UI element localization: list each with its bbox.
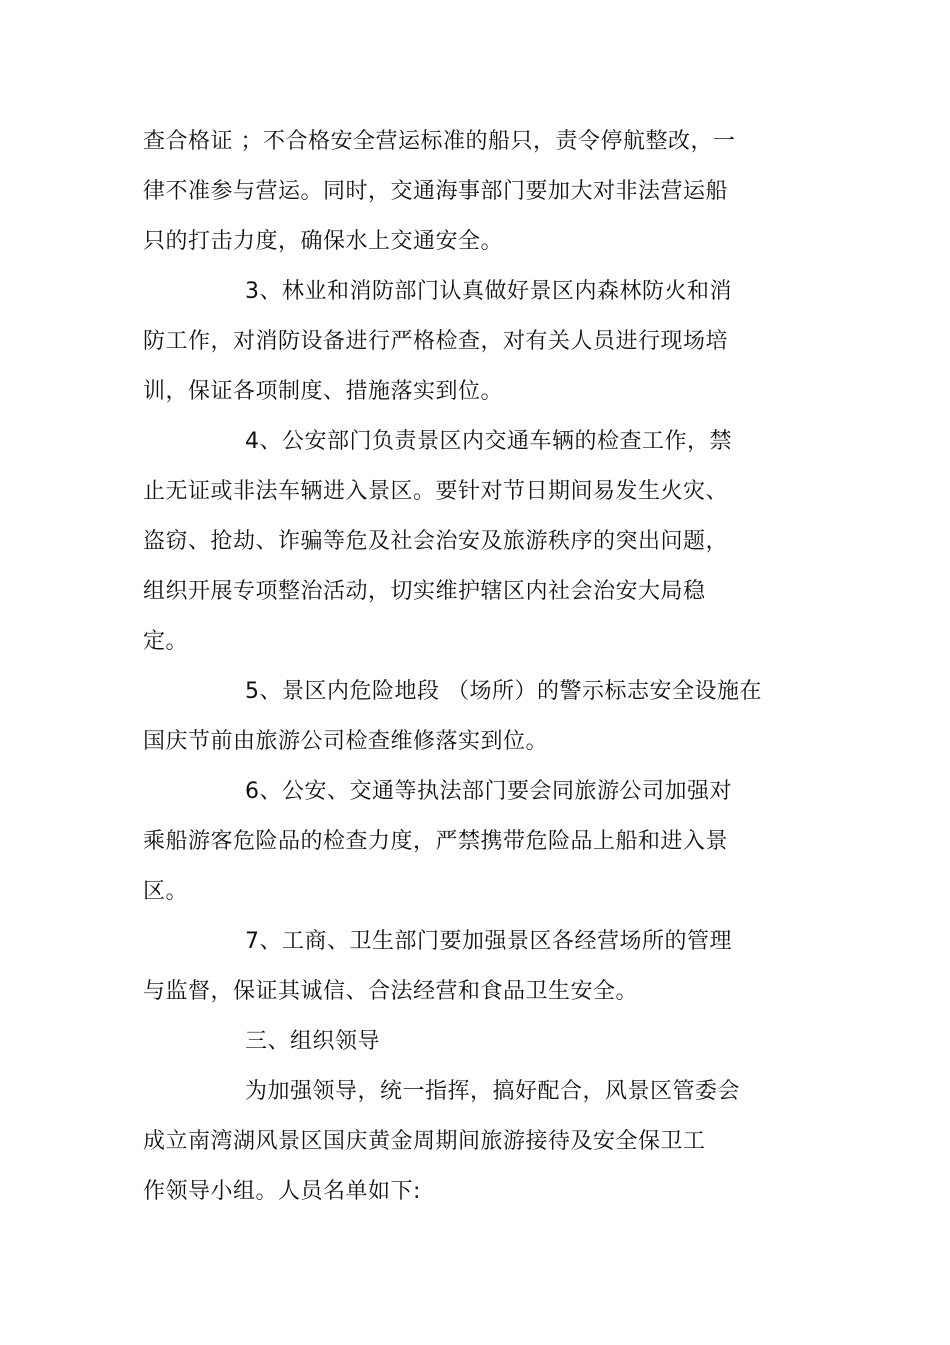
text-line: 止无证或非法车辆进入景区。要针对节日期间易发生火灾、 — [143, 479, 729, 504]
paragraph-3-first-line: 3、林业和消防部门认真做好景区内森林防火和消 — [245, 279, 732, 304]
text-line: 乘船游客危险品的检查力度，严禁携带危险品上船和进入景 — [143, 829, 729, 854]
text-line: 查合格证 ；不合格安全营运标准的船只，责令停航整改，一 — [143, 129, 736, 154]
text-line: 防工作，对消防设备进行严格检查，对有关人员进行现场培 — [143, 329, 729, 354]
paragraph-6-first-line: 6、公安、交通等执法部门要会同旅游公司加强对 — [245, 779, 732, 804]
text-line: 组织开展专项整治活动，切实维护辖区内社会治安大局稳 — [143, 579, 706, 604]
text-line: 国庆节前由旅游公司检查维修落实到位。 — [143, 729, 549, 754]
text-line: 成立南湾湖风景区国庆黄金周期间旅游接待及安全保卫工 — [143, 1129, 706, 1154]
text-line: 与监督，保证其诚信、合法经营和食品卫生安全。 — [143, 979, 639, 1004]
text-line: 定。 — [143, 629, 189, 654]
text-line: 律不准参与营运。同时，交通海事部门要加大对非法营运船 — [143, 179, 729, 204]
paragraph-4-first-line: 4、公安部门负责景区内交通车辆的检查工作，禁 — [245, 429, 732, 454]
text-line: 盗窃、抢劫、诈骗等危及社会治安及旅游秩序的突出问题， — [143, 529, 729, 554]
paragraph-7-first-line: 7、工商、卫生部门要加强景区各经营场所的管理 — [245, 929, 732, 954]
text-line: 区。 — [143, 879, 189, 904]
text-line: 训，保证各项制度、措施落实到位。 — [143, 379, 504, 404]
paragraph-leadership-first-line: 为加强领导，统一指挥，搞好配合，风景区管委会 — [245, 1079, 741, 1104]
text-line: 只的打击力度，确保水上交通安全。 — [143, 229, 504, 254]
section-heading: 三、组织领导 — [245, 1029, 381, 1054]
paragraph-5-first-line: 5、景区内危险地段 （场所）的警示标志安全设施在 — [245, 679, 762, 704]
text-line: 作领导小组。人员名单如下: — [143, 1179, 421, 1204]
